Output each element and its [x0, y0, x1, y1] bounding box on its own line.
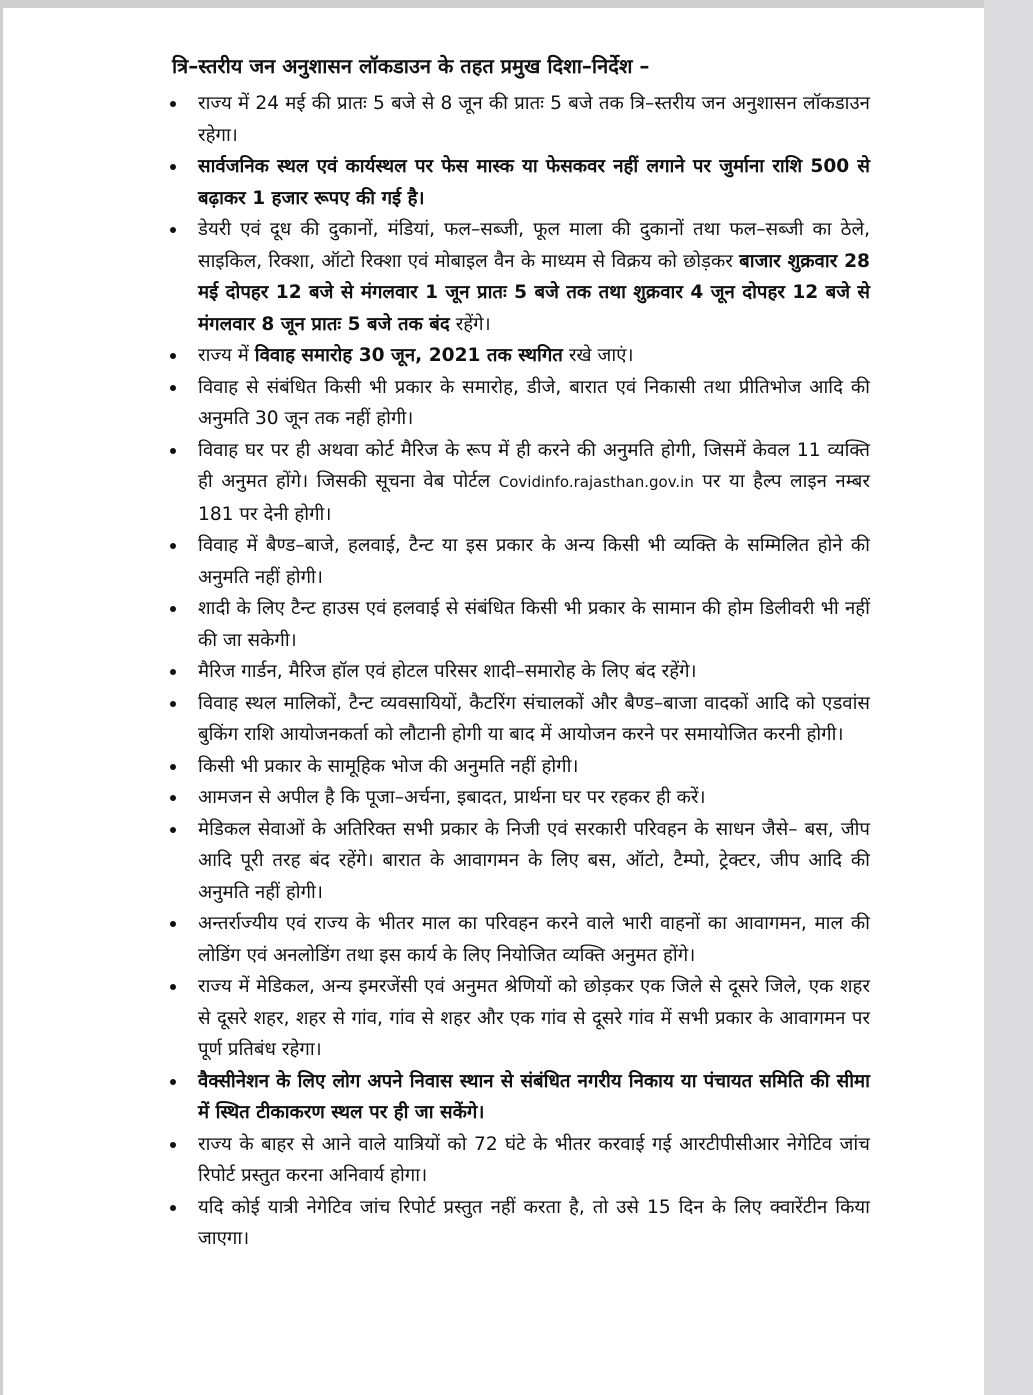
- document-heading: त्रि–स्तरीय जन अनुशासन लॉकडाउन के तहत प्रमुख दिशा–निर्देश –: [172, 54, 650, 78]
- item-text: राज्य में: [198, 345, 255, 366]
- item-bold-text: बाजार शुक्रवार 28 मई दोपहर 12 बजे से मंगलवार 1 जून प्रातः 5 बजे तक तथा शुक्रवार 4 जून दोपहर 12 बजे से मंगलवार 8 जून प्रातः 5 बजे तक बंद: [198, 250, 870, 335]
- list-item: यदि कोई यात्री नेगेटिव जांच रिपोर्ट प्रस्तुत नहीं करता है, तो उसे 15 दिन के लिए क्वारेंटीन किया जाएगा।: [162, 1192, 870, 1255]
- guideline-list: [162, 88, 870, 1255]
- list-item: राज्य में मेडिकल, अन्य इमरजेंसी एवं अनुमत श्रेणियों को छोड़कर एक जिले से दूसरे जिले, एक शहर से दूसरे शहर, शहर से गांव, गांव से शहर और एक गांव से दूसरे गांव में सभी प्रकार के आवागमन पर पूर्ण प्रतिबंध रहेगा।: [162, 971, 870, 1066]
- list-item: राज्य के बाहर से आने वाले यात्रियों को 72 घंटे के भीतर करवाई गई आरटीपीसीआर नेगेटिव जांच रिपोर्ट प्रस्तुत करना अनिवार्य होगा।: [162, 1129, 870, 1192]
- list-item: [162, 214, 870, 340]
- list-item: विवाह में बैण्ड–बाजे, हलवाई, टैन्ट या इस प्रकार के अन्य किसी भी व्यक्ति के सम्मिलित होने की अनुमति नहीं होगी।: [162, 530, 870, 593]
- item-text: विवाह घर पर ही अथवा कोर्ट मैरिज के रूप में ही करने की अनुमति होगी, जिसमें केवल 11 व्यक्ति ही अनुमत होंगे। जिसकी सूचना वेब पोर्टल: [198, 439, 870, 492]
- list-item: मेडिकल सेवाओं के अतिरिक्त सभी प्रकार के निजी एवं सरकारी परिवहन के साधन जैसे– बस, जीप आदि पूरी तरह बंद रहेंगे। बारात के आवागमन के लिए बस, ऑटो, टैम्पो, ट्रेक्टर, जीप आदि की अनुमति नहीं होगी।: [162, 814, 870, 909]
- list-item: राज्य में 24 मई की प्रातः 5 बजे से 8 जून की प्रातः 5 बजे तक त्रि–स्तरीय जन अनुशासन लॉकडाउन रहेगा।: [162, 88, 870, 151]
- list-item: विवाह से संबंधित किसी भी प्रकार के समारोह, डीजे, बारात एवं निकासी तथा प्रीतिभोज आदि की अनुमति 30 जून तक नहीं होगी।: [162, 372, 870, 435]
- list-item: [162, 435, 870, 531]
- list-item: अन्तर्राज्यीय एवं राज्य के भीतर माल का परिवहन करने वाले भारी वाहनों का आवागमन, माल की लोडिंग एवं अनलोडिंग तथा इस कार्य के लिए नियोजित व्यक्ति अनुमत होंगे।: [162, 908, 870, 971]
- list-item: विवाह स्थल मालिकों, टैन्ट व्यवसायियों, कैटरिंग संचालकों और बैण्ड–बाजा वादकों आदि को एडवांस बुकिंग राशि आयोजनकर्ता को लौटानी होगी या बाद में आयोजन करने पर समायोजित करनी होगी।: [162, 688, 870, 751]
- item-text: रहेंगे।: [449, 313, 491, 335]
- viewer-margin: [984, 0, 1033, 1395]
- list-item: सार्वजनिक स्थल एवं कार्यस्थल पर फेस मास्क या फेसकवर नहीं लगाने पर जुर्माना राशि 500 से बढ़ाकर 1 हजार रूपए की गई है।: [162, 151, 870, 214]
- list-item: शादी के लिए टैन्ट हाउस एवं हलवाई से संबंधित किसी भी प्रकार के सामान की होम डिलीवरी भी नहीं की जा सकेगी।: [162, 593, 870, 656]
- list-item: [162, 340, 870, 372]
- list-item: आमजन से अपील है कि पूजा–अर्चना, इबादत, प्रार्थना घर पर रहकर ही करें।: [162, 782, 870, 814]
- item-text: रखे जाएं।: [562, 345, 634, 366]
- list-item: वैक्सीनेशन के लिए लोग अपने निवास स्थान से संबंधित नगरीय निकाय या पंचायत समिति की सीमा में स्थित टीकाकरण स्थल पर ही जा सकेंगे।: [162, 1066, 870, 1129]
- list-item: किसी भी प्रकार के सामूहिक भोज की अनुमति नहीं होगी।: [162, 751, 870, 783]
- web-portal-url: Covidinfo.rajasthan.gov.in: [498, 473, 694, 491]
- item-text: डेयरी एवं दूध की दुकानों, मंडियां, फल–सब्जी, फूल माला की दुकानों तथा फल–सब्जी का ठेले, साइकिल, रिक्शा, ऑटो रिक्शा एवं मोबाइल वैन के माध्यम से विक्रय को छोड़कर: [198, 219, 870, 272]
- list-item: मैरिज गार्डन, मैरिज हॉल एवं होटल परिसर शादी–समारोह के लिए बंद रहेंगे।: [162, 656, 870, 688]
- item-text: पर या हैल्प लाइन नम्बर 181 पर देनी होगी।: [198, 471, 871, 525]
- item-bold-text: विवाह समारोह 30 जून, 2021 तक स्थगित: [254, 345, 563, 366]
